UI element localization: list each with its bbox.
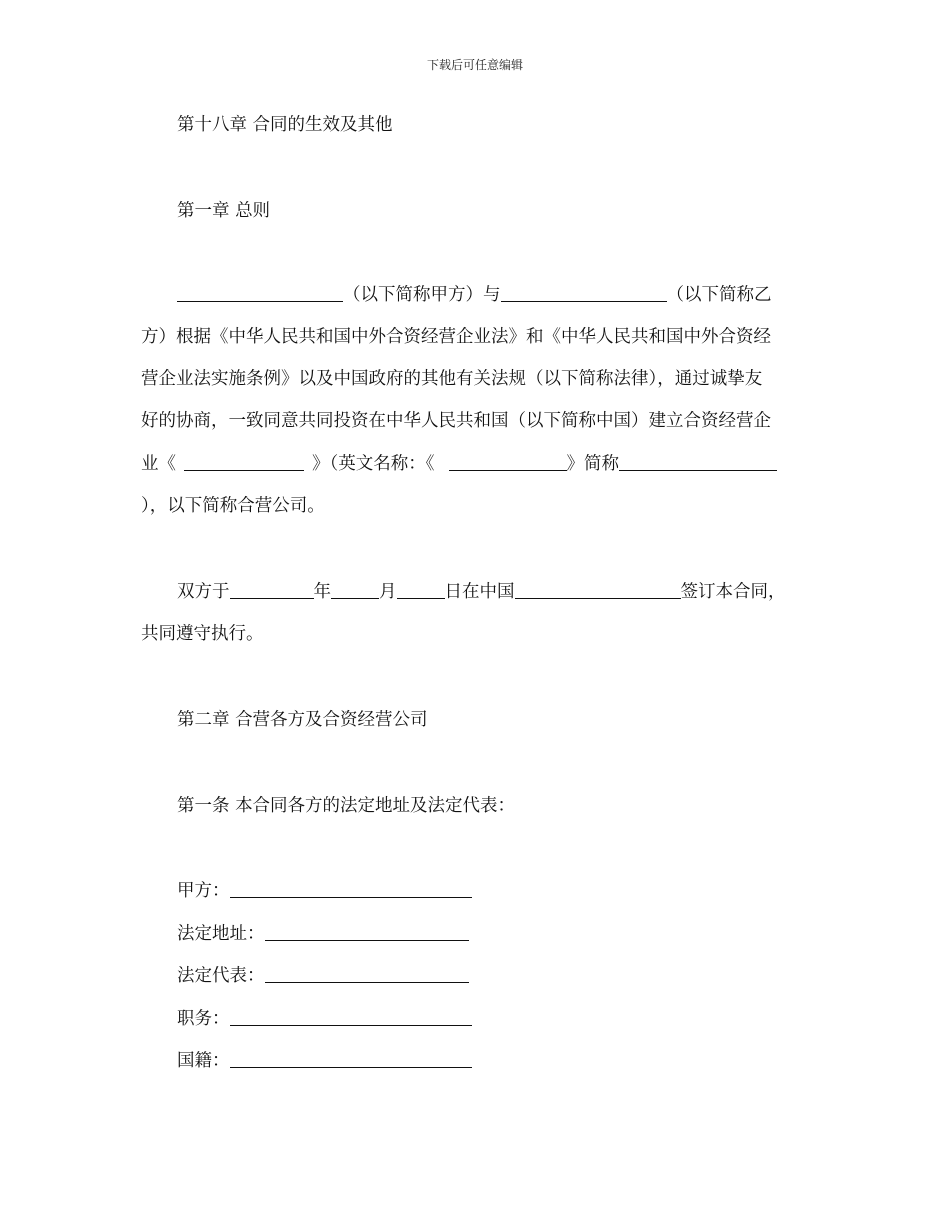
chapter-18-heading: 第十八章 合同的生效及其他: [177, 115, 393, 135]
para2-line1: [177, 580, 786, 604]
address-blank: [265, 922, 469, 941]
chapter-2-heading: 第二章 合营各方及合资经营公司: [177, 710, 428, 730]
party-b-name-blank: [501, 283, 667, 302]
short-name-blank: [619, 452, 777, 471]
position-blank: [230, 1007, 472, 1026]
field-label-position: 职务：: [177, 1009, 230, 1029]
day-blank: [397, 580, 445, 599]
year-blank: [230, 580, 314, 599]
party-a-blank: [230, 879, 472, 898]
nationality-blank: [230, 1049, 472, 1068]
para1-text-b: （以下简称乙: [666, 285, 772, 305]
field-nationality: [177, 1049, 472, 1073]
field-party-a: [177, 879, 472, 903]
company-name-blank: [184, 452, 304, 471]
field-label-nationality: 国籍：: [177, 1051, 230, 1071]
field-label-party-a: 甲方：: [177, 881, 230, 901]
para1-line4: 好的协商，一致同意共同投资在中华人民共和国（以下简称中国）建立合资经营企: [141, 411, 771, 431]
chapter-1-heading: 第一章 总则: [177, 201, 271, 221]
month-blank: [331, 580, 379, 599]
signing-place-blank: [515, 580, 681, 599]
year-label: 年: [313, 582, 331, 602]
field-position: [177, 1007, 472, 1031]
para1-text-d: 》（英文名称：《: [312, 454, 435, 474]
para1-line5: [141, 452, 777, 476]
para1-line6: ），以下简称合营公司。: [141, 496, 325, 516]
article-1-heading: 第一条 本合同各方的法定地址及法定代表：: [177, 796, 516, 816]
representative-blank: [265, 964, 469, 983]
field-representative: [177, 964, 469, 988]
para1-text-c: 业《: [141, 454, 176, 474]
field-address: [177, 922, 469, 946]
party-a-name-blank: [177, 283, 343, 302]
para1-text-e: 》简称: [566, 454, 619, 474]
para2-line2: 共同遵守执行。: [141, 624, 264, 644]
field-label-address: 法定地址：: [177, 924, 265, 944]
para2-text-b: 日在中国: [444, 582, 515, 602]
english-name-blank: [449, 452, 567, 471]
para2-text-a: 双方于: [177, 582, 230, 602]
page-header: 下载后可任意编辑: [426, 58, 523, 72]
para2-text-c: 签订本合同，: [680, 582, 786, 602]
para1-line3: 营企业法实施条例》以及中国政府的其他有关法规（以下简称法律），通过诚挚友: [141, 369, 763, 389]
month-label: 月: [379, 582, 397, 602]
para1-line1: [177, 283, 772, 307]
para1-line2: 方）根据《中华人民共和国中外合资经营企业法》和《中华人民共和国中外合资经: [141, 327, 771, 347]
field-label-representative: 法定代表：: [177, 966, 265, 986]
para1-text-a: （以下简称甲方）与: [343, 285, 501, 305]
